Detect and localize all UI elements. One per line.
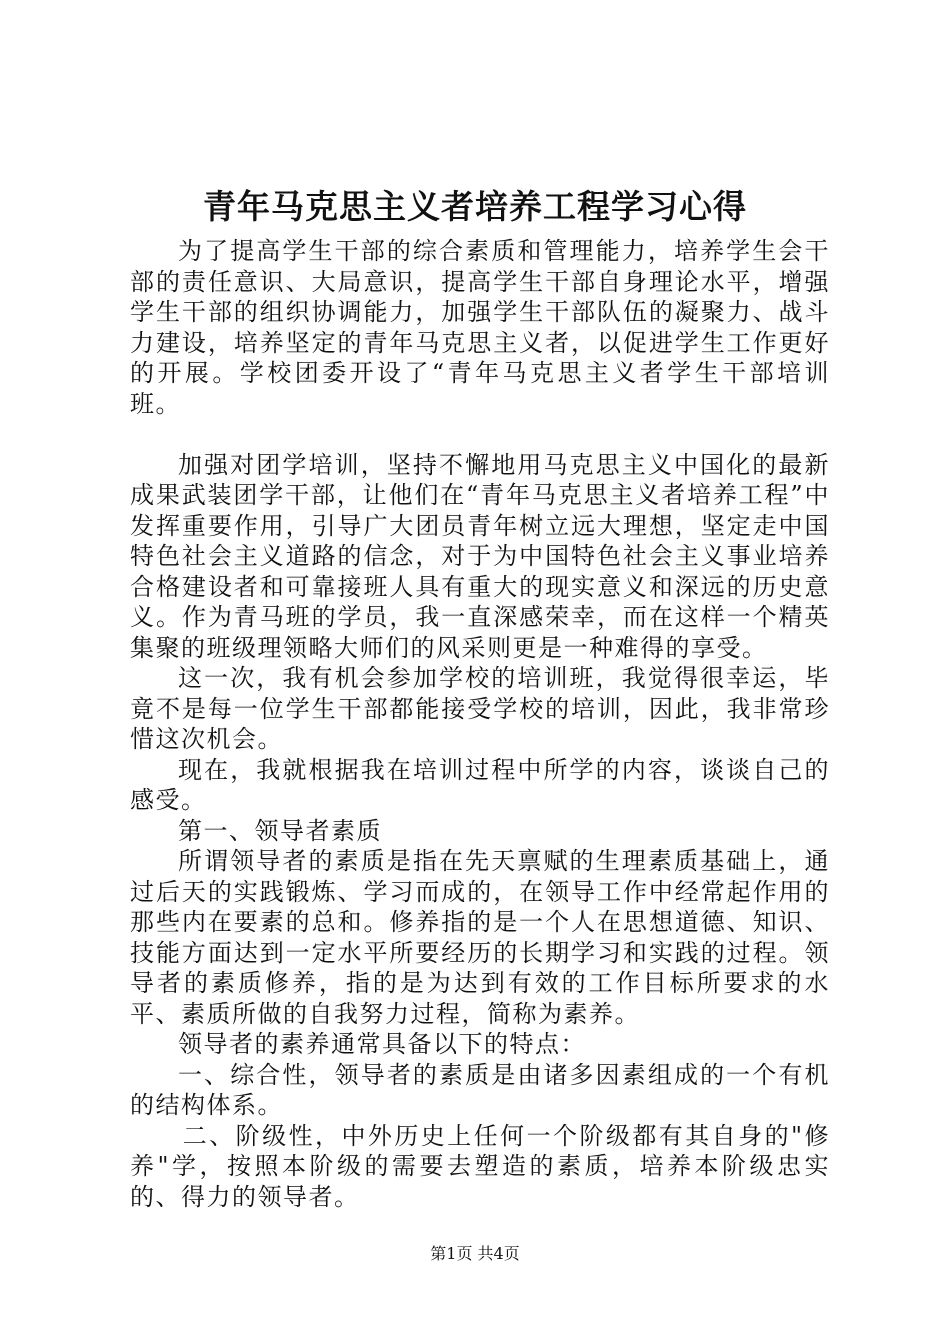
list-item-class-nature: 二、阶级性，中外历史上任何一个阶级都有其自身的"修养"学，按照本阶级的需要去塑造的素质，培养本阶级忠实的、得力的领导者。: [130, 1121, 830, 1211]
paragraph-training-significance: 加强对团学培训，坚持不懈地用马克思主义中国化的最新成果武装团学干部，让他们在“青年马克思主义者培养工程”中发挥重要作用，引导广大团员青年树立远大理想，坚定走中国特色社会主义道路的信念，对于为中国特色社会主义事业培养合格建设者和可靠接班人具有重大的现实意义和深远的历史意义。作为青马班的学员，我一直深感荣幸，而在这样一个精英集聚的班级理领略大师们的风采则更是一种难得的享受。: [130, 450, 830, 662]
page-number-footer: 第1页 共4页: [430, 1244, 520, 1263]
list-item-comprehensive: 一、综合性，领导者的素质是由诸多因素组成的一个有机的结构体系。: [130, 1060, 830, 1119]
paragraph-transition: 现在，我就根据我在培训过程中所学的内容，谈谈自己的感受。: [130, 755, 830, 814]
document-body: [130, 236, 830, 1212]
paragraph-opportunity: 这一次，我有机会参加学校的培训班，我觉得很幸运，毕竟不是每一位学生干部都能接受学校的培训，因此，我非常珍惜这次机会。: [130, 664, 830, 753]
paragraph-quality-definition: 所谓领导者的素质是指在先天禀赋的生理素质基础上，通过后天的实践锻炼、学习而成的，在领导工作中经常起作用的那些内在要素的总和。修养指的是一个人在思想道德、知识、技能方面达到一定水平所要经历的长期学习和实践的过程。领导者的素质修养，指的是为达到有效的工作目标所要求的水平、素质所做的自我努力过程，简称为素养。: [130, 847, 830, 1028]
paragraph-intro: 为了提高学生干部的综合素质和管理能力，培养学生会干部的责任意识、大局意识，提高学生干部自身理论水平，增强学生干部的组织协调能力，加强学生干部队伍的凝聚力、战斗力建设，培养坚定的青年马克思主义者，以促进学生工作更好的开展。学校团委开设了“青年马克思主义者学生干部培训班。: [130, 237, 830, 418]
section-heading-leader-quality: 第一、领导者素质: [178, 816, 382, 845]
document-title: 青年马克思主义者培养工程学习心得: [203, 187, 747, 226]
paragraph-features-intro: 领导者的素养通常具备以下的特点：: [178, 1030, 586, 1058]
